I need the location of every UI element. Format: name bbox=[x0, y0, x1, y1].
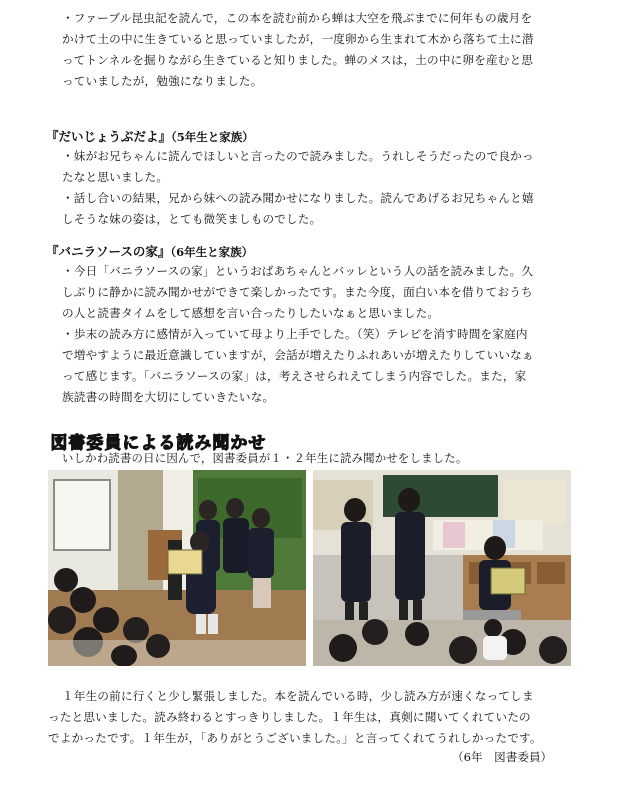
classroom-photo-right bbox=[313, 470, 571, 666]
text-line: いしかわ読書の日に因んで，図書委員が１・２年生に読み聞かせをしました。 bbox=[62, 451, 468, 465]
section-title: 図書委員による読み聞かせ bbox=[50, 433, 266, 453]
text-line: ・歩末の読み方に感情が入っていて母より上手でした。（笑）テレビを消す時間を家庭内 bbox=[62, 327, 528, 341]
text-line: ・今日「バニラソースの家」というおばあちゃんとバッレという人の話を読みました。久 bbox=[62, 264, 534, 278]
book2-title: 『バニラソースの家』 bbox=[46, 244, 171, 259]
report-paragraph bbox=[48, 686, 542, 749]
section-intro bbox=[62, 448, 467, 469]
text-line: ・ファーブル昆虫記を読んで，この本を読む前から蝉は大空を飛ぶまでに何年もの歳月を bbox=[62, 11, 533, 25]
text-line: ってトンネルを掘りながら生きていると知りました。蝉のメスは，土の中に卵を産むと思 bbox=[62, 53, 534, 67]
text-line: ったと思いました。読み終わるとすっきりしました。１年生は，真剣に聞いてくれていたの bbox=[48, 710, 531, 724]
text-line: ・話し合いの結果，兄から妹への読み聞かせになりました。読んであげるお兄ちゃんと嬉 bbox=[62, 191, 534, 205]
photo-reading-right bbox=[313, 470, 571, 666]
book1-title: 『だいじょうぶだよ』 bbox=[46, 129, 172, 144]
intro-paragraph bbox=[62, 8, 534, 92]
report-signature: （6年 図書委員） bbox=[452, 750, 553, 764]
photo-reading-left bbox=[48, 470, 306, 666]
text-line: でよかったです。１年生が，「ありがとうございました。」と言ってくれてうれしかったです。 bbox=[48, 731, 542, 745]
text-line: たなと思いました。 bbox=[62, 170, 169, 184]
book1-heading bbox=[46, 127, 254, 145]
text-line: ・妹がお兄ちゃんに読んでほしいと言ったので読みました。うれしそうだったので良かっ bbox=[62, 149, 534, 163]
text-line: って感じます。「バニラソースの家」は，考えさせられえてしまう内容でした。また，家 bbox=[62, 369, 527, 383]
text-line: の人と読書タイムをして感想を言い合ったりしたいなぁと思いました。 bbox=[62, 306, 440, 320]
book1-comments bbox=[62, 146, 534, 230]
text-line: っていましたが，勉強になりました。 bbox=[62, 74, 263, 88]
text-line: しそうな妹の姿は，とても微笑ましものでした。 bbox=[62, 212, 322, 226]
text-line: かけて土の中に生きていると思っていましたが，一度卵から生まれて木から落ちて土に潜 bbox=[62, 32, 534, 46]
text-line: しぶりに静かに読み聞かせができて楽しかったです。また今度，面白い本を借りておうち bbox=[62, 285, 533, 299]
classroom-photo-left bbox=[48, 470, 306, 666]
text-line: 族読書の時間を大切にしていきたいな。 bbox=[62, 390, 275, 404]
text-line: １年生の前に行くと少し緊張しました。本を読んでいる時，少し読み方が速くなってしま bbox=[62, 689, 534, 703]
book2-grade: （6年生と家族） bbox=[170, 245, 254, 259]
book2-heading bbox=[46, 242, 253, 260]
book2-comments bbox=[62, 261, 534, 408]
book1-grade: （5年生と家族） bbox=[171, 130, 254, 144]
text-line: で増やすように最近意識していますが，会話が増えたりふれあいが増えたりしていいなぁ bbox=[62, 348, 534, 362]
